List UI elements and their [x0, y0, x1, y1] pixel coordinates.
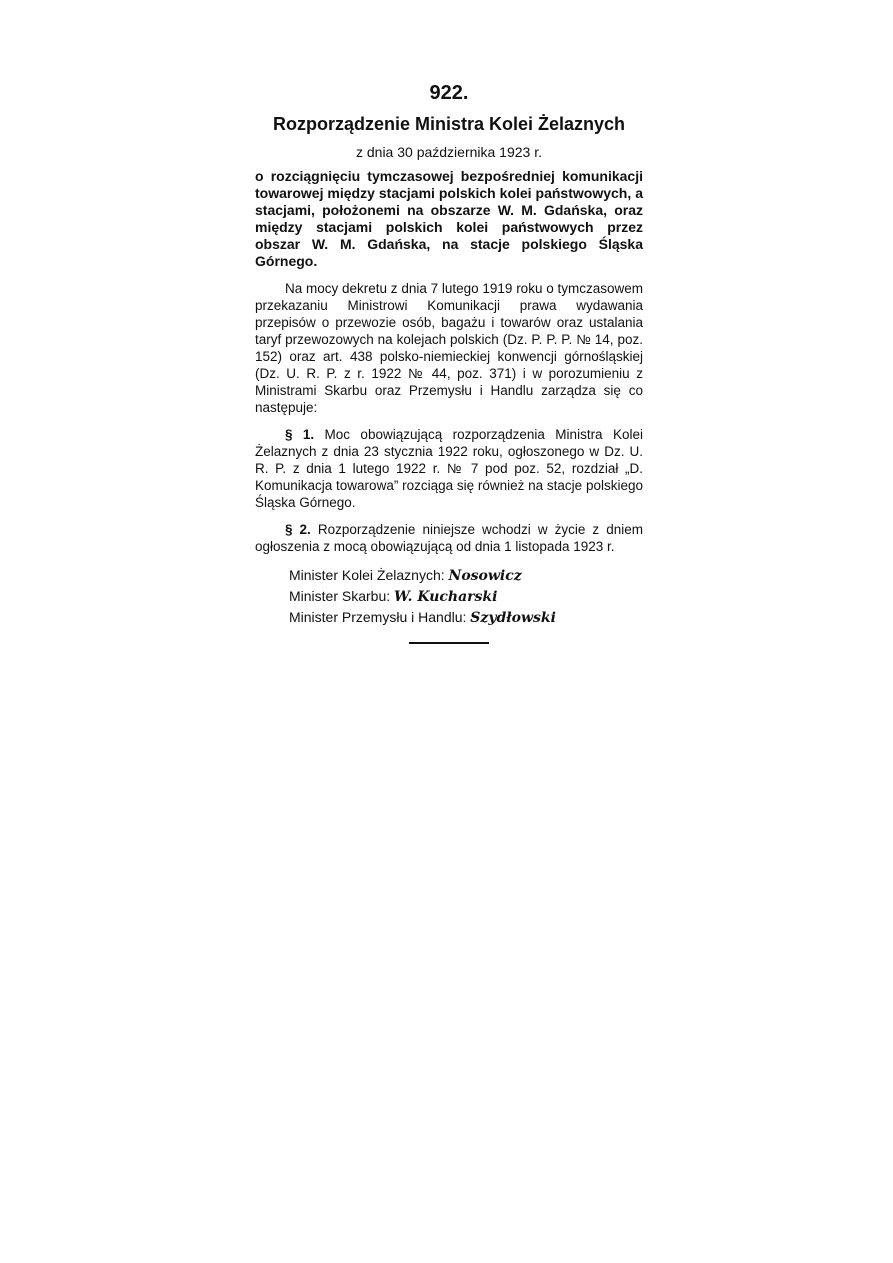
signature-role-2: Minister Skarbu:	[289, 588, 391, 604]
signature-role-1: Minister Kolei Żelaznych:	[289, 567, 445, 583]
decree-number: 922.	[429, 82, 469, 104]
section-1	[255, 426, 643, 511]
signature-line-1	[289, 565, 643, 586]
signature-name-2: W. Kucharski	[394, 589, 498, 605]
section-1-label: § 1.	[285, 427, 315, 442]
signature-line-2	[289, 586, 643, 607]
decree-document	[255, 80, 643, 644]
signature-name-3: Szydłowski	[470, 610, 556, 626]
decree-title: Rozporządzenie Ministra Kolei Żelaznych	[272, 114, 626, 134]
preamble-paragraph: Na mocy dekretu z dnia 7 lutego 1919 roku o tymczasowem przekazaniu Ministrowi Komunikacji prawa wydawania przepisów o przewozie osób, bagażu i towarów oraz ustalania taryf przewozowych na kolejach polskich (Dz. P. P. P. № 14, poz. 152) oraz art. 438 polsko-niemieckiej konwencji górnośląskiej (Dz. U. R. P. z r. 1922 № 44, poz. 371) i w porozumieniu z Ministrami Skarbu oraz Przemysłu i Handlu zarządza się co następuje:	[255, 281, 643, 415]
section-2	[255, 521, 643, 555]
section-1-text: Moc obowiązującą rozporządzenia Ministra Kolei Żelaznych z dnia 23 stycznia 1922 roku, ogłoszonego w Dz. U. R. P. z dnia 1 lutego 1922 r. № 7 pod poz. 52, rozdział „D. Komunikacja towarowa” rozciąga się również na stacje polskiego Śląska Górnego.	[255, 427, 643, 510]
signature-name-1: Nosowicz	[448, 568, 522, 584]
signature-line-3	[289, 607, 643, 628]
decree-subject: o rozciągnięciu tymczasowej bezpośredniej komunikacji towarowej między stacjami polskich kolei państwowych, a stacjami, położonemi na obszarze W. M. Gdańska, oraz między stacjami polskich kolei państwowych przez obszar W. M. Gdańska, na stacje polskiego Śląska Górnego.	[255, 168, 643, 269]
section-2-text: Rozporządzenie niniejsze wchodzi w życie z dniem ogłoszenia z mocą obowiązującą od dnia 1 listopada 1923 r.	[255, 522, 643, 554]
section-2-label: § 2.	[285, 522, 311, 537]
closing-divider	[409, 642, 489, 644]
decree-date: z dnia 30 października 1923 r.	[355, 144, 542, 160]
signature-role-3: Minister Przemysłu i Handlu:	[289, 609, 467, 625]
